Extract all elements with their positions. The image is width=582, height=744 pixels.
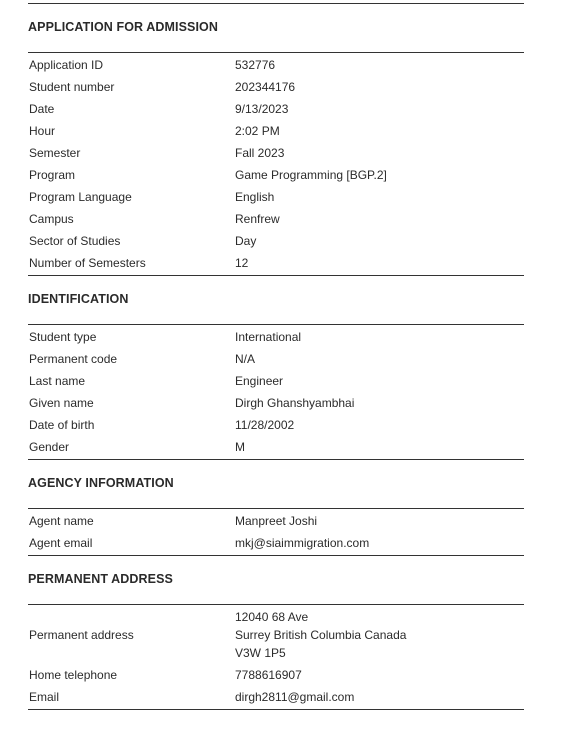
field-value: mkj@siaimmigration.com xyxy=(235,536,370,550)
section-title-permanent-address: PERMANENT ADDRESS xyxy=(28,572,173,586)
field-label: Permanent address xyxy=(29,628,134,642)
field-label: Given name xyxy=(29,396,94,410)
field-value: Day xyxy=(235,234,257,248)
divider-address-header xyxy=(28,604,524,605)
divider-admission-header xyxy=(28,52,524,53)
field-value: 12 xyxy=(235,256,249,270)
field-label: Sector of Studies xyxy=(29,234,121,248)
field-label: Campus xyxy=(29,212,74,226)
field-value-address-line-1: 12040 68 Ave xyxy=(235,610,309,624)
field-label: Student type xyxy=(29,330,97,344)
field-value: Dirgh Ghanshyambhai xyxy=(235,396,355,410)
field-value: Renfrew xyxy=(235,212,280,226)
field-value: 9/13/2023 xyxy=(235,102,289,116)
field-value: M xyxy=(235,440,245,454)
field-label: Student number xyxy=(29,80,115,94)
divider-admission-end xyxy=(28,275,524,276)
field-value: 7788616907 xyxy=(235,668,302,682)
field-label: Email xyxy=(29,690,60,704)
field-value: 11/28/2002 xyxy=(235,418,295,432)
field-value: 532776 xyxy=(235,58,276,72)
divider-identification-header xyxy=(28,324,524,325)
divider-address-end xyxy=(28,709,524,710)
field-value: International xyxy=(235,330,302,344)
field-value: Engineer xyxy=(235,374,284,388)
field-value: Game Programming [BGP.2] xyxy=(235,168,387,182)
field-value: 2:02 PM xyxy=(235,124,280,138)
field-label: Program Language xyxy=(29,190,132,204)
field-label: Application ID xyxy=(29,58,104,72)
field-label: Date xyxy=(29,102,55,116)
field-value-address-line-2: Surrey British Columbia Canada xyxy=(235,628,407,642)
field-value: dirgh2811@gmail.com xyxy=(235,690,355,704)
field-label: Program xyxy=(29,168,76,182)
section-title-identification: IDENTIFICATION xyxy=(28,292,129,306)
field-label: Date of birth xyxy=(29,418,95,432)
field-value: Manpreet Joshi xyxy=(235,514,318,528)
field-label: Hour xyxy=(29,124,56,138)
divider-agency-end xyxy=(28,555,524,556)
field-label: Last name xyxy=(29,374,86,388)
field-value-address-line-3: V3W 1P5 xyxy=(235,646,286,660)
field-label: Agent name xyxy=(29,514,94,528)
field-label: Semester xyxy=(29,146,81,160)
field-row-permanent-address xyxy=(29,608,524,662)
divider-identification-end xyxy=(28,459,524,460)
field-label: Permanent code xyxy=(29,352,118,366)
field-value: 202344176 xyxy=(235,80,296,94)
field-value: N/A xyxy=(235,352,256,366)
field-label: Gender xyxy=(29,440,70,454)
divider-top xyxy=(28,3,524,4)
field-value: English xyxy=(235,190,275,204)
field-label: Agent email xyxy=(29,536,93,550)
field-value: Fall 2023 xyxy=(235,146,285,160)
field-label: Home telephone xyxy=(29,668,118,682)
section-title-admission: APPLICATION FOR ADMISSION xyxy=(28,20,218,34)
divider-agency-header xyxy=(28,508,524,509)
field-label: Number of Semesters xyxy=(29,256,146,270)
section-title-agency: AGENCY INFORMATION xyxy=(28,476,174,490)
